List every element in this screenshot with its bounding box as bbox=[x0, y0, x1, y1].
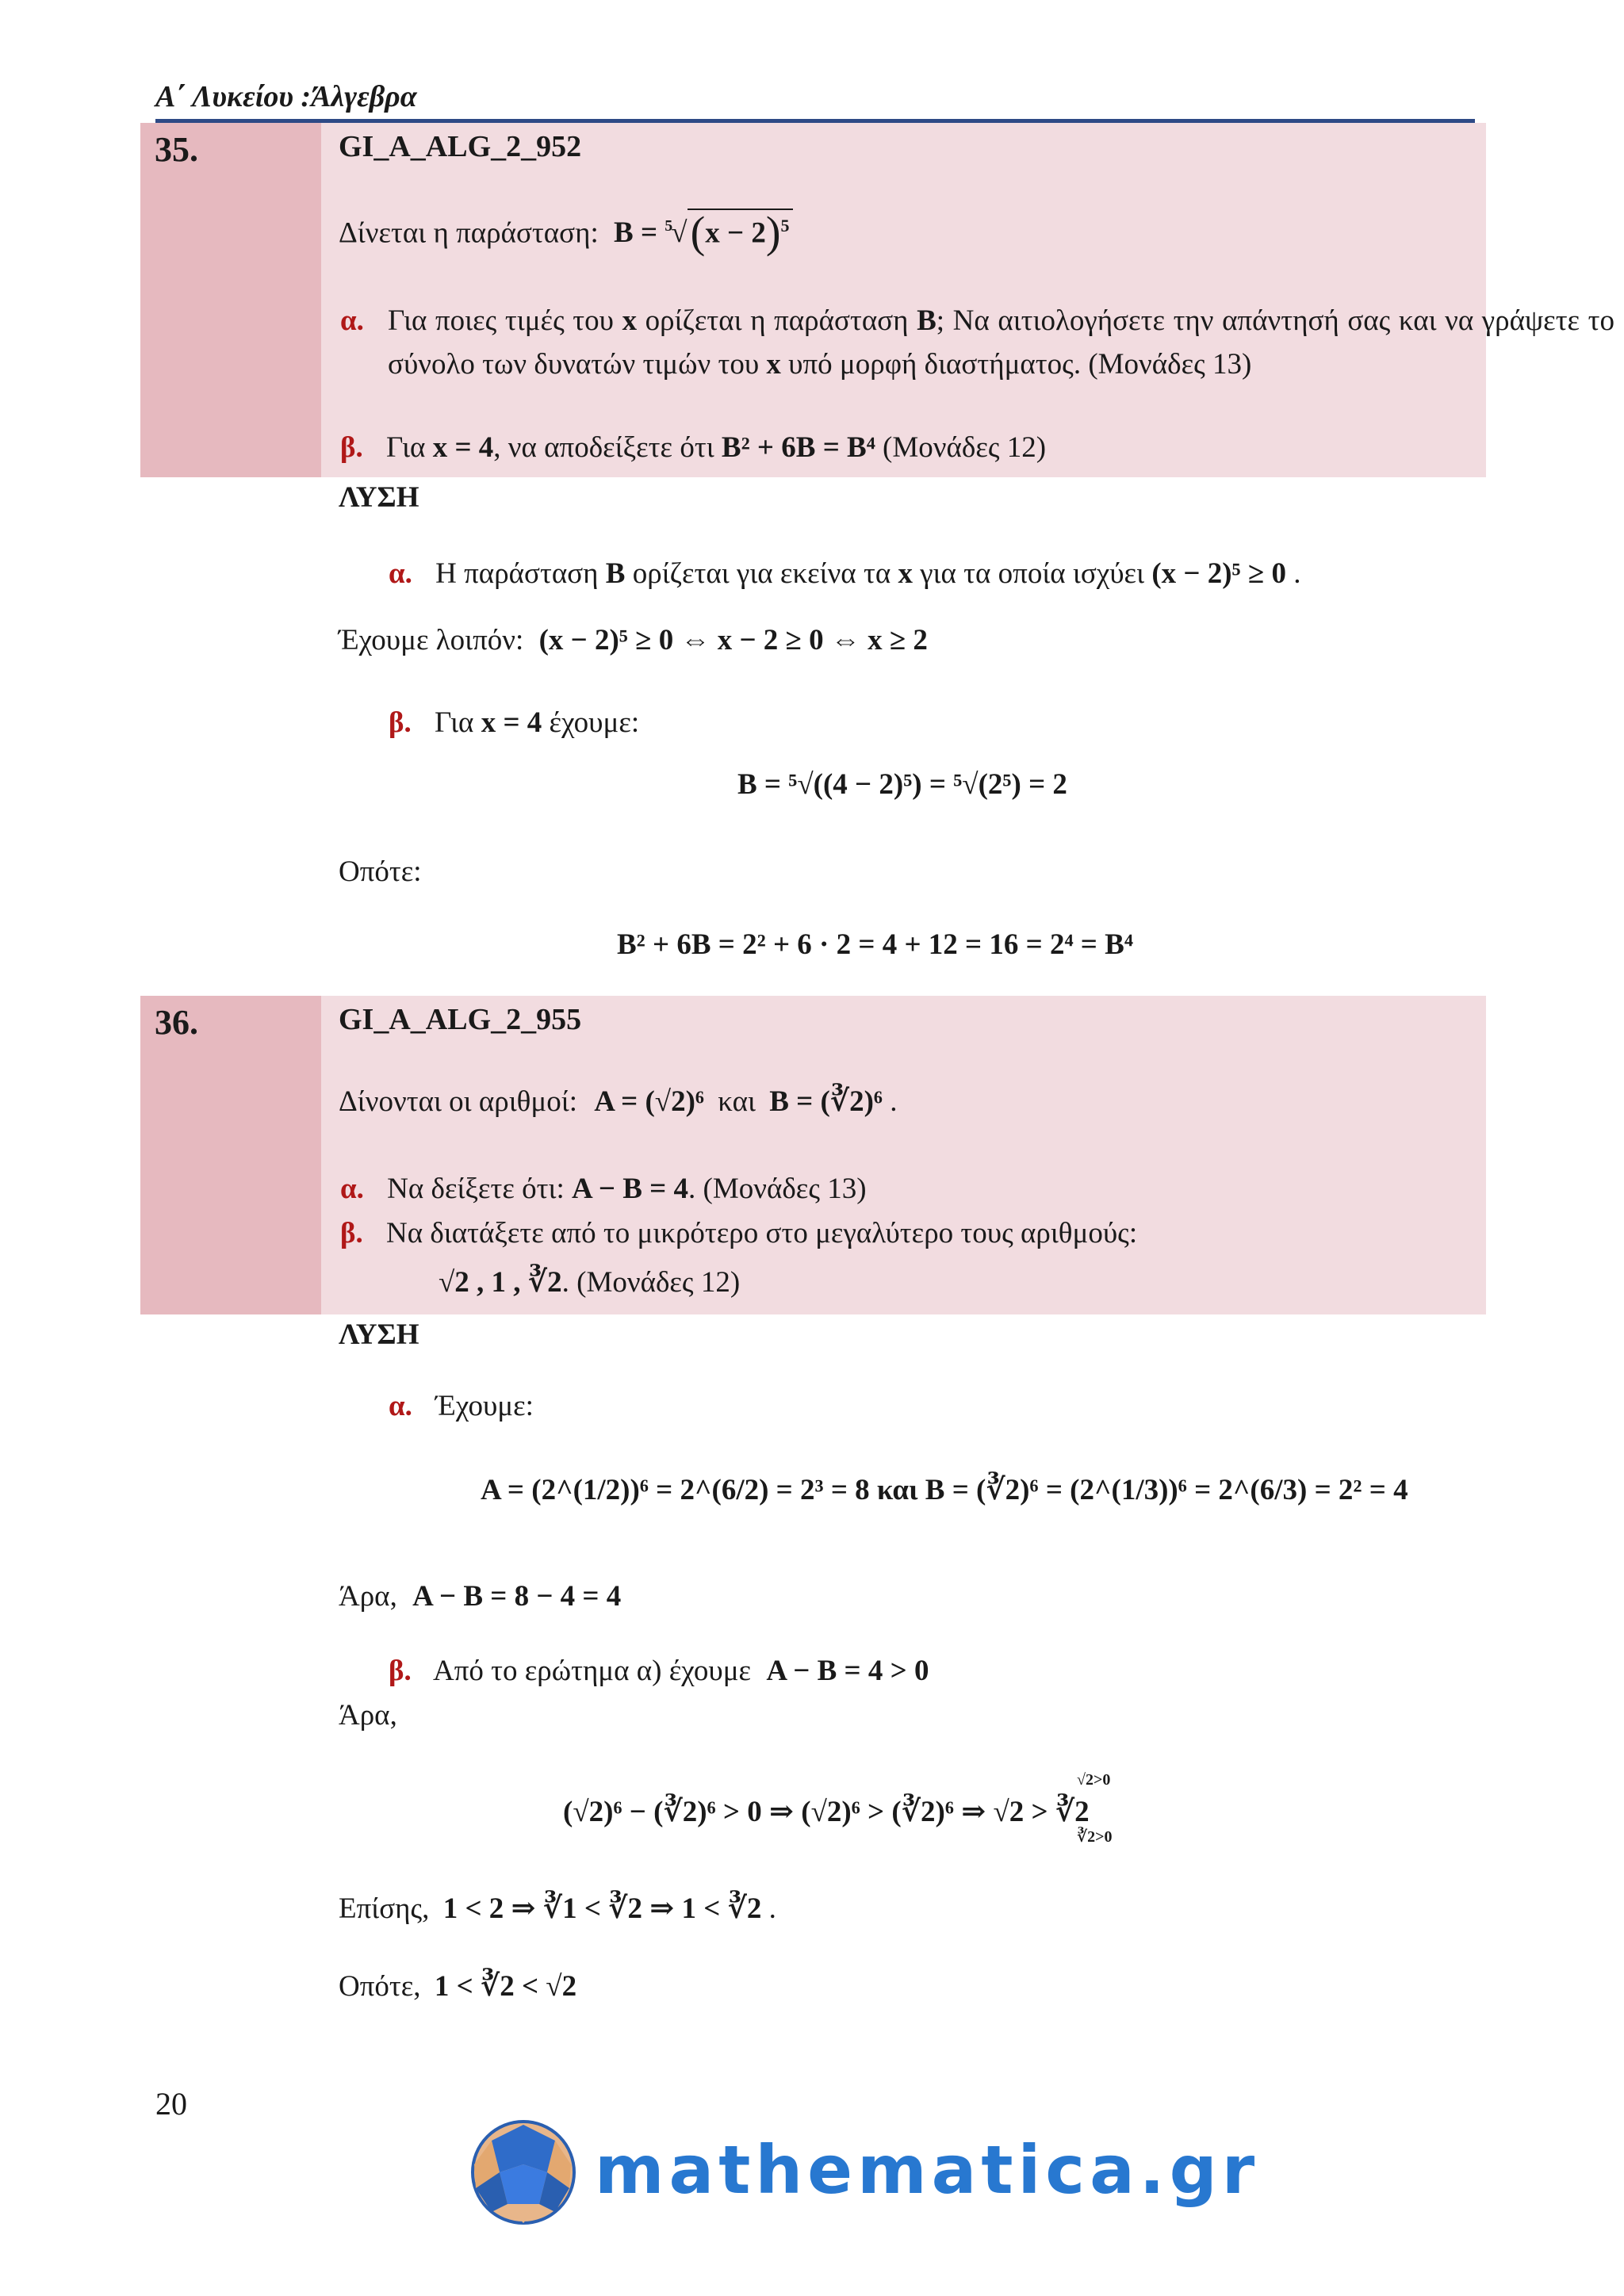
solution-final-line: Οπότε, 1 < ∛2 < √2 bbox=[339, 1970, 577, 2003]
problem-statement: Δίνονται οι αριθμοί: A = (√2)⁶ και B = (∛2)⁶ . bbox=[339, 1085, 898, 1118]
hence-condition-bottom: ∛2>0 bbox=[1077, 1828, 1113, 1846]
part-label: β. bbox=[340, 431, 363, 464]
part-b: β. Για x = 4, να αποδείξετε ότι B² + 6B = B⁴ (Μονάδες 12) bbox=[340, 431, 1047, 464]
solution-a-equation: A = (2^(1/2))⁶ = 2^(6/2) = 2³ = 8 και B = (∛2)⁶ = (2^(1/3))⁶ = 2^(6/3) = 2² = 4 bbox=[481, 1474, 1408, 1506]
solution-b-equation: B = ⁵√((4 − 2)⁵) = ⁵√(2⁵) = 2 bbox=[737, 768, 1067, 801]
hence-condition-top: √2>0 bbox=[1077, 1771, 1111, 1789]
solution-a: α. Έχουμε: bbox=[389, 1390, 534, 1422]
problem-35-box bbox=[140, 123, 1615, 477]
solution-hence-equation: (√2)⁶ − (∛2)⁶ > 0 ⇒ (√2)⁶ > (∛2)⁶ ⇒ √2 > ∛2 √2>0 ∛2>0 bbox=[563, 1771, 1113, 1846]
problem-code: GI_A_ALG_2_952 bbox=[339, 130, 582, 163]
solution-title: ΛΥΣΗ bbox=[339, 481, 419, 514]
problem-code: GI_A_ALG_2_955 bbox=[339, 1003, 582, 1036]
solution-a: α. Η παράσταση B ορίζεται για εκείνα τα x για τα οποία ισχύει (x − 2)⁵ ≥ 0 . bbox=[389, 557, 1301, 590]
solution-title: ΛΥΣΗ bbox=[339, 1318, 419, 1351]
logo-text: mathematica.gr bbox=[595, 2131, 1260, 2209]
solution-so-line: Άρα, A − B = 8 − 4 = 4 bbox=[339, 1580, 622, 1613]
page-number: 20 bbox=[155, 2086, 187, 2122]
problem-number-cell bbox=[140, 996, 321, 1314]
solution-so-line: Έχουμε λοιπόν: (x − 2)⁵ ≥ 0 ⇔ x − 2 ≥ 0 ⇔ x ≥ 2 bbox=[339, 624, 928, 656]
page-header-title: Α΄ Λυκείου :Άλγεβρα bbox=[155, 80, 417, 113]
math-expression: $B = ^5√(x - 2)^5$ bbox=[614, 216, 792, 249]
problem-statement: Δίνεται η παράσταση: $B = ^5√(x - 2)^5$ bbox=[339, 209, 793, 250]
solution-then: Οπότε: bbox=[339, 855, 422, 888]
problem-36-box bbox=[140, 996, 1486, 1314]
solution-b: β. Για x = 4 έχουμε: bbox=[389, 706, 640, 739]
part-a: α. Να δείξετε ότι: A − B = 4. (Μονάδες 13) bbox=[340, 1173, 867, 1205]
solution-also-line: Επίσης, 1 < 2 ⇒ ∛1 < ∛2 ⇒ 1 < ∛2 . bbox=[339, 1892, 776, 1925]
part-label: α. bbox=[340, 304, 364, 337]
problem-number-cell bbox=[140, 123, 321, 477]
part-label: α. bbox=[340, 1173, 364, 1205]
part-a: α. Για ποιες τιμές του x ορίζεται η παράσταση B; Να αιτιολογήσετε την απάντησή σας και να γράψετε το σύνολο των δυνατών τιμών του x υπό μορφή διαστήματος. (Μονάδες 13) bbox=[388, 299, 1614, 386]
problem-number: 36. bbox=[155, 1003, 198, 1042]
solution-hence-text: Άρα, bbox=[339, 1699, 397, 1732]
solution-b: β. Από το ερώτημα α) έχουμε A − B = 4 > 0 bbox=[389, 1655, 929, 1687]
part-b-numbers: √2 , 1 , ∛2. (Μονάδες 12) bbox=[439, 1266, 741, 1299]
problem-number: 35. bbox=[155, 130, 198, 169]
part-b: β. Να διατάξετε από το μικρότερο στο μεγαλύτερο τους αριθμούς: bbox=[340, 1217, 1138, 1249]
solution-final-equation: B² + 6B = 2² + 6 · 2 = 4 + 12 = 16 = 2⁴ = B⁴ bbox=[617, 928, 1133, 961]
polyhedron-logo-icon bbox=[468, 2117, 579, 2228]
logo bbox=[468, 2117, 1260, 2228]
part-label: β. bbox=[340, 1217, 363, 1249]
